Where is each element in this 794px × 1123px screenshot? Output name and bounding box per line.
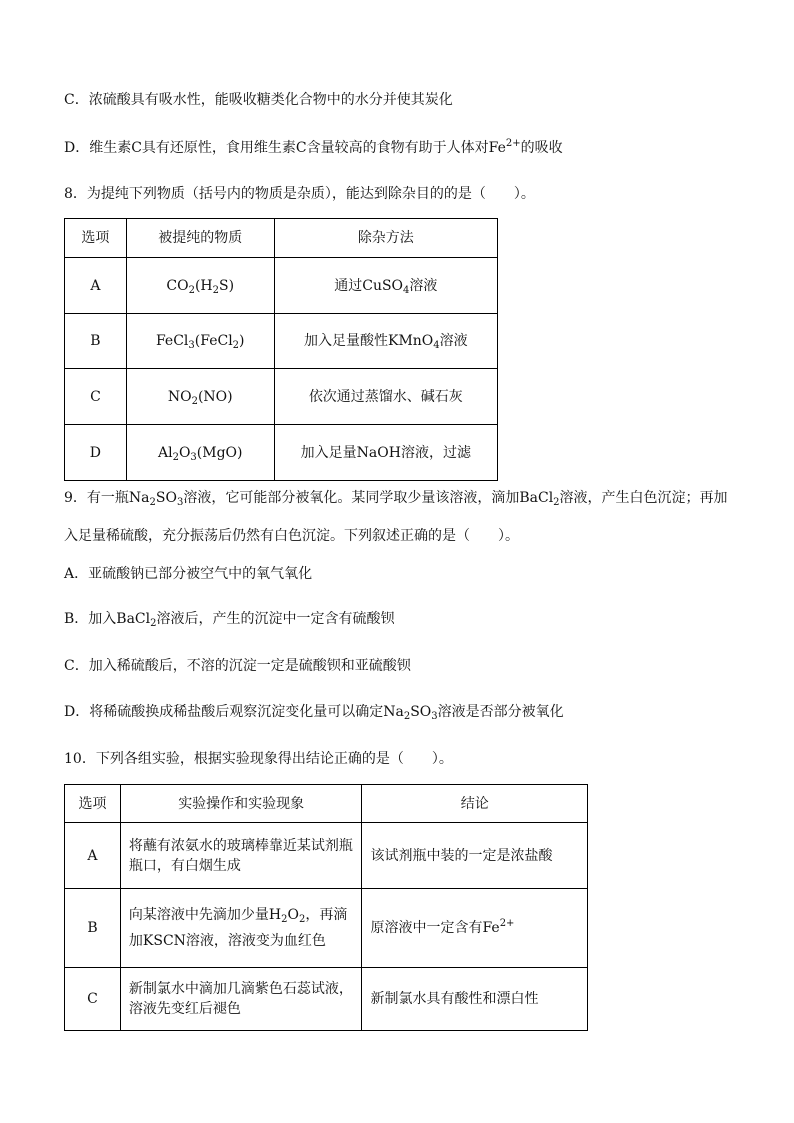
operation-cell: 向某溶液中先滴加少量$H_2O_2$，再滴 加KSCN溶液，溶液变为血红色 (120, 889, 362, 968)
question-9-stem-line-1: 9．有一瓶$Na_2SO_3$溶液，它可能部分被氧化。某同学取少量该溶液，滴加BaCl$_2$溶液，产生白色沉淀；再加 (64, 490, 728, 508)
question-10-stem: 10．下列各组实验，根据实验现象得出结论正确的是（ ）。 (64, 751, 453, 767)
table-header-row: 选项 实验操作和实验现象 结论 (65, 785, 588, 823)
conclusion-cell: 原溶液中一定含有$Fe^{2+}$ (362, 889, 588, 968)
substance-cell: $Al_2O_3(MgO)$ (126, 425, 274, 481)
method-cell: 加入足量酸性KMnO$_4$溶液 (274, 314, 497, 369)
question-9-option-a: A．亚硫酸钠已部分被空气中的氧气氧化 (64, 566, 313, 582)
operation-cell: 将蘸有浓氨水的玻璃棒靠近某试剂瓶 瓶口，有白烟生成 (120, 823, 362, 889)
substance-cell: $NO_2(NO)$ (126, 369, 274, 425)
question-8-table (64, 218, 498, 481)
table-row: A 将蘸有浓氨水的玻璃棒靠近某试剂瓶 瓶口，有白烟生成 该试剂瓶中装的一定是浓盐酸 (65, 823, 588, 889)
method-cell: 依次通过蒸馏水、碱石灰 (274, 369, 497, 425)
question-9-stem-line-2: 入足量稀硫酸，充分振荡后仍然有白色沉淀。下列叙述正确的是（ ）。 (64, 528, 519, 544)
conclusion-cell: 该试剂瓶中装的一定是浓盐酸 (362, 823, 588, 889)
question-8-stem: 8．为提纯下列物质（括号内的物质是杂质），能达到除杂目的的是（ ）。 (64, 186, 535, 202)
question-9-option-c: C．加入稀硫酸后，不溶的沉淀一定是硫酸钡和亚硫酸钡 (64, 658, 411, 674)
substance-cell: FeCl$_3$(FeCl$_2$) (126, 314, 274, 369)
method-cell: 通过CuSO$_4$溶液 (274, 258, 497, 314)
question-9-option-b: B．加入BaCl$_2$溶液后，产生的沉淀中一定含有硫酸钡 (64, 611, 395, 629)
table-row: B 向某溶液中先滴加少量$H_2O_2$，再滴 加KSCN溶液，溶液变为血红色 原溶液中一定含有$Fe^{2+}$ (65, 889, 588, 968)
table-row: C $NO_2(NO)$ 依次通过蒸馏水、碱石灰 (65, 369, 498, 425)
table-row: A $CO_2(H_2S)$ 通过CuSO$_4$溶液 (65, 258, 498, 314)
table-row: B FeCl$_3$(FeCl$_2$) 加入足量酸性KMnO$_4$溶液 (65, 314, 498, 369)
option-d-line: D．维生素C具有还原性，食用维生素C含量较高的食物有助于人体对$Fe^{2+}$的吸收 (64, 138, 563, 156)
question-10-table (64, 784, 588, 1031)
table-header-row: 选项 被提纯的物质 除杂方法 (65, 219, 498, 258)
method-cell: 加入足量NaOH溶液，过滤 (274, 425, 497, 481)
question-9-option-d: D．将稀硫酸换成稀盐酸后观察沉淀变化量可以确定$Na_2SO_3$溶液是否部分被氧化 (64, 704, 564, 722)
substance-cell: $CO_2(H_2S)$ (126, 258, 274, 314)
operation-cell: 新制氯水中滴加几滴紫色石蕊试液， 溶液先变红后褪色 (120, 968, 362, 1031)
table-row: C 新制氯水中滴加几滴紫色石蕊试液， 溶液先变红后褪色 新制氯水具有酸性和漂白性 (65, 968, 588, 1031)
table-row: D $Al_2O_3(MgO)$ 加入足量NaOH溶液，过滤 (65, 425, 498, 481)
option-c-line: C．浓硫酸具有吸水性，能吸收糖类化合物中的水分并使其炭化 (64, 92, 453, 108)
conclusion-cell: 新制氯水具有酸性和漂白性 (362, 968, 588, 1031)
